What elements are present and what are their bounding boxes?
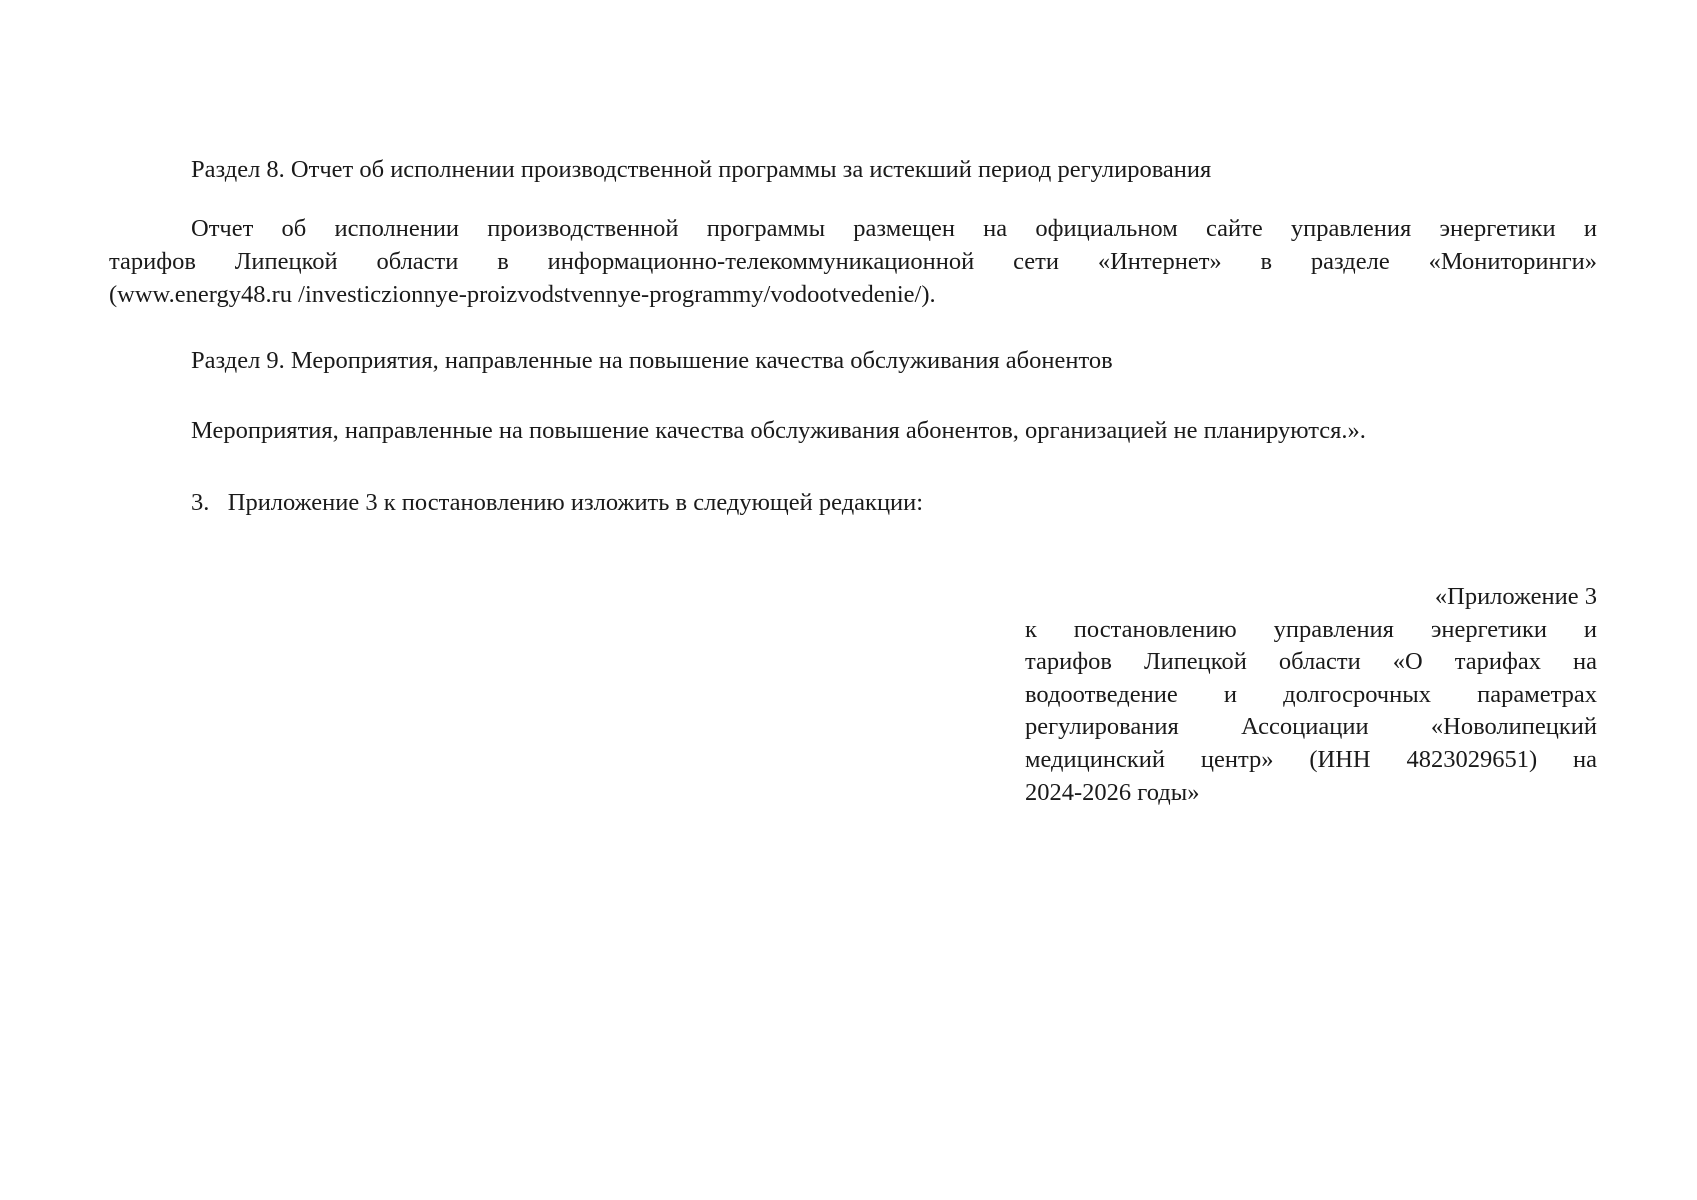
appendix-line-5: медицинский центр» (ИНН 4823029651) на [1025,745,1597,773]
appendix-line-4: регулирования Ассоциации «Новолипецкий [1025,713,1597,741]
appendix-header [1025,581,1597,809]
section-9-heading: Раздел 9. Мероприятия, направленные на повышение качества обслуживания абонентов [191,347,1113,374]
appendix-title: «Приложение 3 [1434,583,1597,610]
section-8-body-line-2: тарифов Липецкой области в информационно-телекоммуникационной сети «Интернет» в разделе «Мониторинги» [109,248,1597,275]
section-8-body-line-1: Отчет об исполнении производственной программы размещен на официальном сайте управления энергетики и [191,215,1597,242]
section-9-body: Мероприятия, направленные на повышение качества обслуживания абонентов, организацией не планируются.». [191,417,1366,444]
appendix-line-3: водоотведение и долгосрочных параметрах [1025,680,1597,708]
item-3-text: 3. Приложение 3 к постановлению изложить в следующей редакции: [191,489,924,516]
section-8-body-line-3: (www.energy48.ru /investiczionnye-proizvodstvennye-programmy/vodootvedenie/). [109,281,936,308]
section-8-heading: Раздел 8. Отчет об исполнении производственной программы за истекший период регулирования [191,156,1212,183]
section-8-body [109,212,1597,311]
appendix-line-1: к постановлению управления энергетики и [1025,615,1597,643]
appendix-line-2: тарифов Липецкой области «О тарифах на [1025,648,1597,676]
appendix-line-6: 2024-2026 годы» [1025,778,1200,806]
